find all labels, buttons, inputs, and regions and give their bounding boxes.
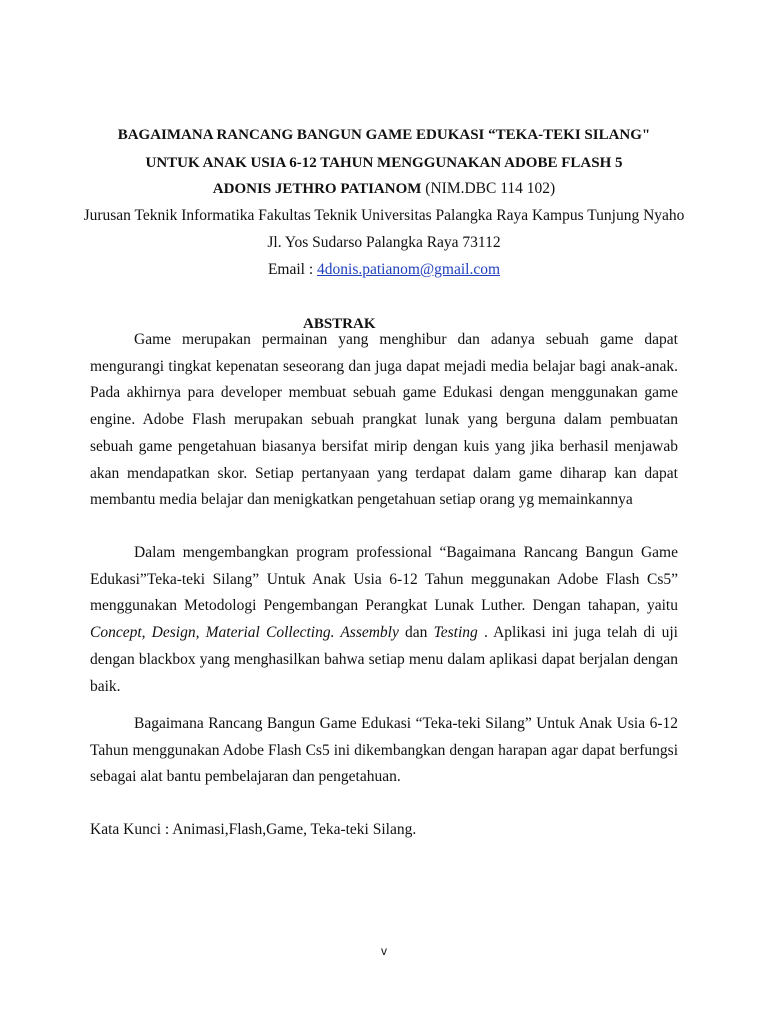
paragraph-2-text-before: Dalam mengembangkan program professional “Bagaimana Rancang Bangun Game Edukasi”Teka-teki Silang” Untuk Anak Usia 6-12 Tahun meggunakan Adobe Flash Cs5” menggunakan Metodologi Pengembangan Perangkat Lunak Luther. Dengan tahapan, yaitu (90, 544, 678, 615)
address: Jl. Yos Sudarso Palangka Raya 73112 (267, 234, 501, 251)
affiliation: Jurusan Teknik Informatika Fakultas Teknik Universitas Palangka Raya Kampus Tunjung Nyaho (83, 207, 685, 224)
paragraph-2-phases: Concept, Design, Material Collecting. Assembly (90, 624, 399, 642)
title-line-1: BAGAIMANA RANCANG BANGUN GAME EDUKASI “TEKA-TEKI SILANG" (117, 127, 651, 143)
abstract-paragraph-2 (90, 540, 678, 700)
abstract-heading: ABSTRAK (303, 316, 376, 332)
page-number: v (381, 944, 387, 958)
paragraph-2-and: dan (398, 624, 434, 642)
email-line (0, 260, 768, 280)
email-link[interactable]: 4donis.patianom@gmail.com (317, 261, 501, 278)
abstract-paragraph-1: Game merupakan permainan yang menghibur dan adanya sebuah game dapat mengurangi tingkat kepenatan seseorang dan juga dapat mejadi media belajar bagi anak-anak. Pada akhirnya para developer membuat sebuah game Edukasi dengan menggunakan game engine. Adobe Flash merupakan sebuah prangkat lunak yang berguna dalam pembuatan sebuah game pengetahuan biasanya bersifat mirip dengan kuis yang jika berhasil menjawab akan mendapatkan skor. Setiap pertanyaan yang terdapat dalam game diharap kan dapat membantu media belajar dan menigkatkan pengetahuan setiap orang yg memainkannya (90, 331, 678, 509)
paragraph-2-testing: Testing (433, 624, 478, 642)
email-label: Email : (267, 261, 318, 278)
author-line (0, 179, 768, 199)
abstract-paragraph-3: Bagaimana Rancang Bangun Game Edukasi “Teka-teki Silang” Untuk Anak Usia 6-12 Tahun menggunakan Adobe Flash Cs5 ini dikembangkan dengan harapan agar dapat berfungsi sebagai alat bantu pembelajaran dan pengetahuan. (90, 715, 678, 786)
paragraph-2-text-after: . Aplikasi ini juga telah di uji dengan blackbox yang menghasilkan bahwa setiap menu dalam aplikasi dapat berjalan dengan baik. (90, 624, 678, 695)
author-nim: (NIM.DBC 114 102) (425, 180, 556, 197)
keywords: Kata Kunci : Animasi,Flash,Game, Teka-teki Silang. (90, 821, 417, 838)
author-name: ADONIS JETHRO PATIANOM (212, 181, 422, 197)
title-line-2: UNTUK ANAK USIA 6-12 TAHUN MENGGUNAKAN ADOBE FLASH 5 (145, 155, 623, 171)
